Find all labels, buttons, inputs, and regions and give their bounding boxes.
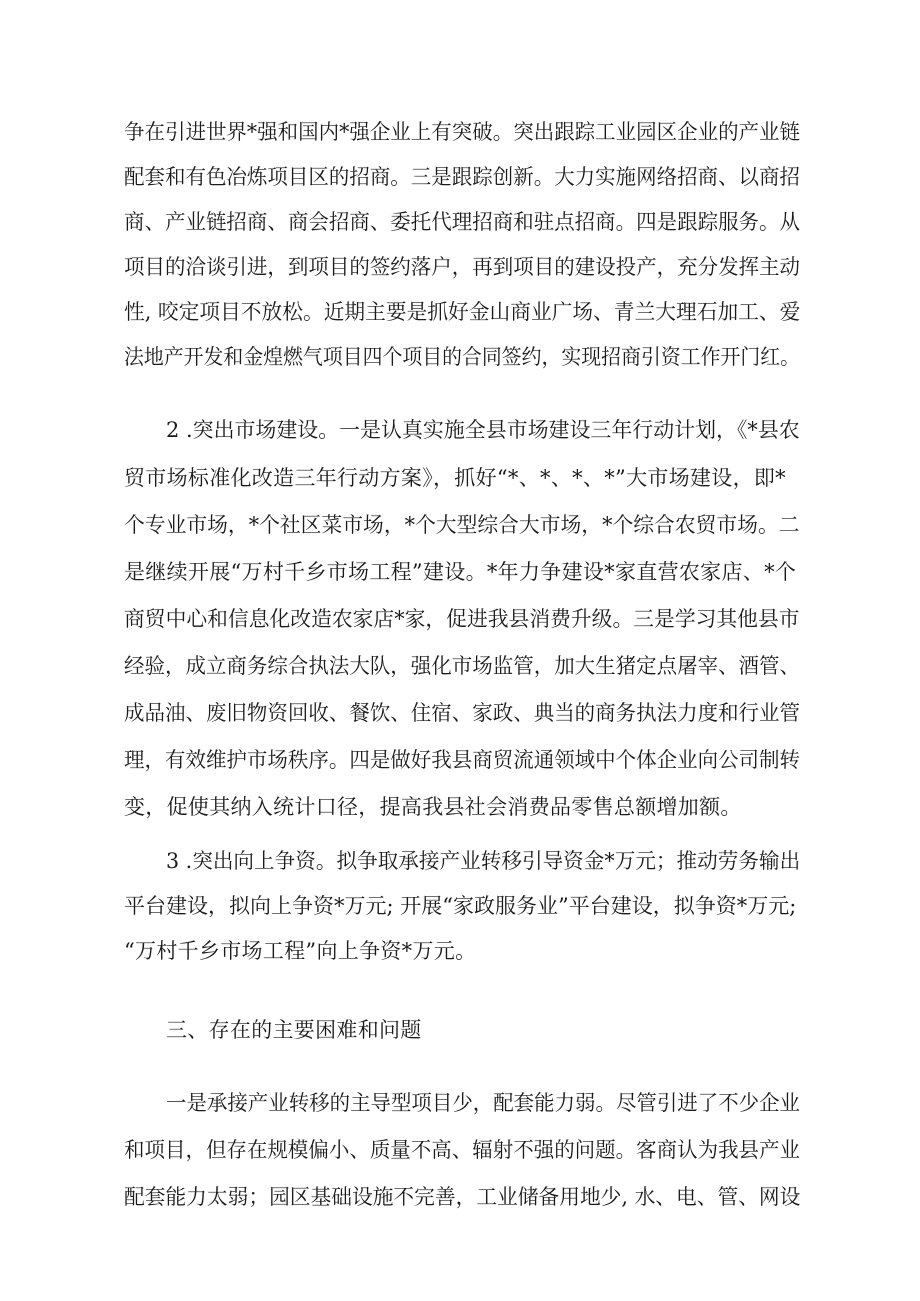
paragraph-line: 贸市场标准化改造三年行动方案》，抓好“*、*、*、*”大市场建设，即* <box>124 466 786 490</box>
paragraph-line: 法地产开发和金煌燃气项目四个项目的合同签约，实现招商引资工作开门红。 <box>124 345 801 369</box>
paragraph-line: 是继续开展“万村千乡市场工程”建设。*年力争建设*家直营农家店、*个 <box>124 560 797 584</box>
paragraph-line: 平台建设，拟向上争资*万元; 开展“家政服务业”平台建设，拟争资*万元; <box>124 894 797 918</box>
paragraph-line: 配套能力太弱；园区基础设施不完善，工业储备用地少, 水、电、管、网设 <box>124 1185 801 1209</box>
paragraph-line: 2 .突出市场建设。一是认真实施全县市场建设三年行动计划，《*县农 <box>166 418 800 442</box>
paragraph-line: 配套和有色冶炼项目区的招商。三是跟踪创新。大力实施网络招商、以商招 <box>124 165 801 189</box>
section-heading: 三、存在的主要困难和问题 <box>166 1018 422 1042</box>
paragraph-line: 3 .突出向上争资。拟争取承接产业转移引导资金*万元；推动劳务输出 <box>166 849 801 873</box>
paragraph-line: 个专业市场，*个社区菜市场，*个大型综合大市场，*个综合农贸市场。二 <box>124 513 800 537</box>
paragraph-line: 争在引进世界*强和国内*强企业上有突破。突出跟踪工业园区企业的产业链 <box>124 120 801 144</box>
paragraph-line: 经验，成立商务综合执法大队，强化市场监管，加大生猪定点屠宰、酒管、 <box>124 654 801 678</box>
paragraph-line: 商、产业链招商、商会招商、委托代理招商和驻点招商。四是跟踪服务。从 <box>124 210 801 234</box>
paragraph-line: 和项目，但存在规模偏小、质量不高、辐射不强的问题。客商认为我县产业 <box>124 1138 801 1162</box>
paragraph-line: 项目的洽谈引进，到项目的签约落户，再到项目的建设投产，充分发挥主动 <box>124 255 801 279</box>
paragraph-line: 一是承接产业转移的主导型项目少，配套能力弱。尽管引进了不少企业 <box>166 1091 801 1115</box>
paragraph-line: “万村千乡市场工程”向上争资*万元。 <box>124 939 477 963</box>
paragraph-line: 成品油、废旧物资回收、餐饮、住宿、家政、典当的商务执法力度和行业管 <box>124 701 801 725</box>
paragraph-line: 理，有效维护市场秩序。四是做好我县商贸流通领域中个体企业向公司制转 <box>124 748 801 772</box>
paragraph-line: 变，促使其纳入统计口径，提高我县社会消费品零售总额增加额。 <box>124 795 742 819</box>
paragraph-line: 性, 咬定项目不放松。近期主要是抓好金山商业广场、青兰大理石加工、爱 <box>124 300 801 324</box>
paragraph-line: 商贸中心和信息化改造农家店*家，促进我县消费升级。三是学习其他县市 <box>124 607 800 631</box>
